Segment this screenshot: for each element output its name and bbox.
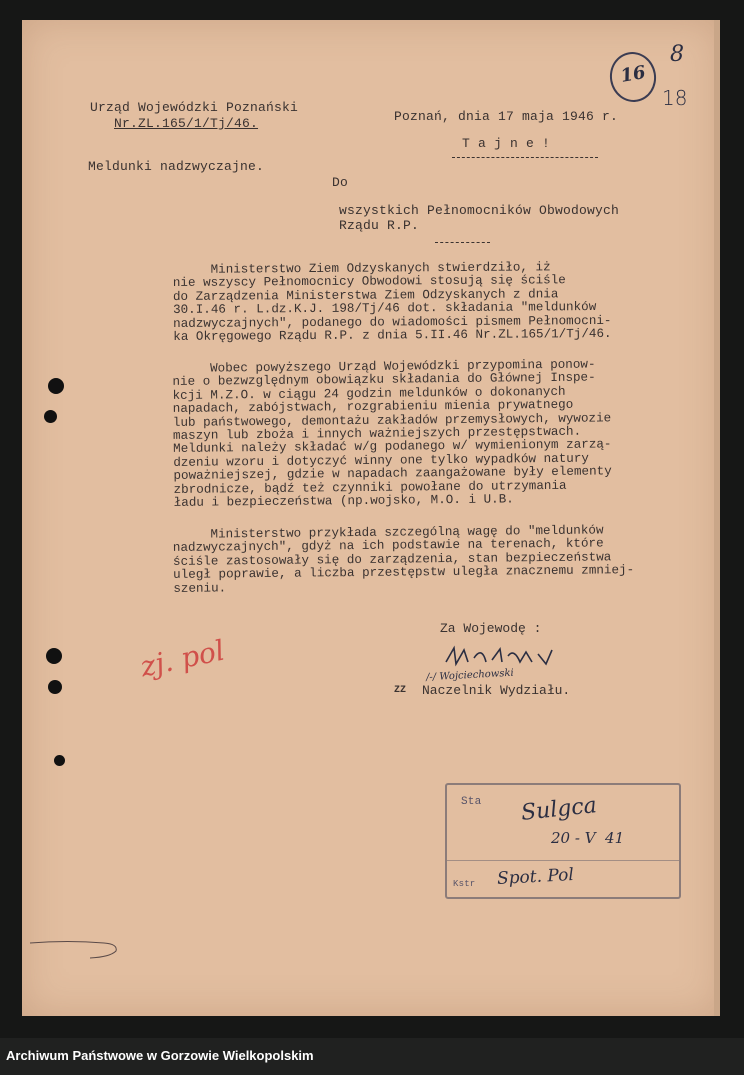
signature-role: Naczelnik Wydziału. (422, 683, 571, 698)
classification: T a j n e ! (462, 136, 551, 151)
hand-note-left-red: zj. pol (137, 633, 228, 684)
stamp-label-bottom: Kstr (453, 879, 476, 889)
office-name: Urząd Wojewódzki Poznański (90, 100, 299, 115)
signature-hand-name: /-/ Wojciechowski (425, 667, 514, 684)
addressee-line-2: Rządu R.P. (339, 218, 420, 233)
reference-number: Nr.ZL.165/1/Tj/46. (114, 116, 259, 131)
punch-hole (48, 680, 62, 694)
document-page (22, 20, 720, 1016)
stamp-handwritten-3: Spot. Pol (496, 865, 575, 889)
signature-for: Za Wojewodę : (440, 621, 542, 636)
pencil-mark (28, 935, 128, 961)
stamp-label-top: Sta (461, 796, 482, 808)
registry-stamp (445, 783, 681, 899)
body-paragraph-1: Ministerstwo Ziem Odzyskanych stwierdziło, iż nie wszyscy Pełnomocnicy Obwodowi stosują się ściśle do Zarządzenia Ministerstwa Ziem Odzyskanych z dnia 30.I.46 r. L.dz.K.J. 198/Tj/46 dot. składania "meldunków nadzwyczajnych", podanego do wiadomości pismem Pełnomocni- ka Okręgowego Rządu R.P. z dnia 5.II.46 Nr.ZL.165/1/Tj/46. (172, 260, 612, 344)
stamp-divider (447, 860, 679, 861)
stamp-handwritten-1: Sulgca (519, 793, 598, 826)
addressee-line-1: wszystkich Pełnomocników Obwodowych (339, 203, 620, 218)
place-date: Poznań, dnia 17 maja 1946 r. (394, 109, 619, 124)
signature-role-prefix: ZZ (394, 685, 407, 696)
hand-note-top-right: 8 (670, 42, 684, 67)
body-paragraph-2: Wobec powyższego Urząd Wojewódzki przypomina ponow- nie o bezwzględnym obowiązku składania do Głównej Inspe- kcji M.Z.O. w ciągu 24 godzin meldunków o dokonanych napadach, zabójstwach, rozgrabieniu mienia prywatnego lub państwowego, demontażu zakładów przemysłowych, wywozie maszyn lub zboża i innych ważniejszych przestępstwach. Meldunki należy składać w/g podanego w/ wymienionym zarzą- dzeniu wzoru i dotyczyć winny one tylko wypadków natury poważniejszej, gdzie w napadach zaangażowane były elementy zbrodnicze, bądź też czynniki powołane do utrzymania ładu i bezpieczeństwa (np.wojsko, M.O. i U.B. (172, 357, 612, 510)
archive-name: Archiwum Państwowe w Gorzowie Wielkopolskim (6, 1048, 314, 1063)
body-paragraph-3: Ministerstwo przykłada szczególną wagę do "meldunków nadzwyczajnych", gdyż na ich podstawie na terenach, które ściśle zastosowały się do zarządzenia, stan bezpieczeństwa uległ poprawie, a liczba przestępstw uległa znacznemu zmniej- szeniu. (172, 523, 635, 596)
punch-hole (44, 410, 57, 423)
addressee-underline (435, 242, 490, 243)
to-label: Do (332, 175, 349, 190)
hand-note-18: 18 (662, 86, 688, 110)
signature-scribble (442, 644, 562, 670)
archive-footer (0, 1038, 744, 1075)
hand-note-circle (606, 48, 660, 105)
punch-hole (48, 378, 64, 394)
punch-hole (46, 648, 62, 664)
classification-underline (452, 157, 598, 158)
hand-note-circle-number: 16 (618, 61, 648, 87)
punch-hole (54, 755, 65, 766)
stamp-handwritten-2: 20 - V 41 (551, 829, 625, 847)
subject: Meldunki nadzwyczajne. (88, 159, 265, 174)
